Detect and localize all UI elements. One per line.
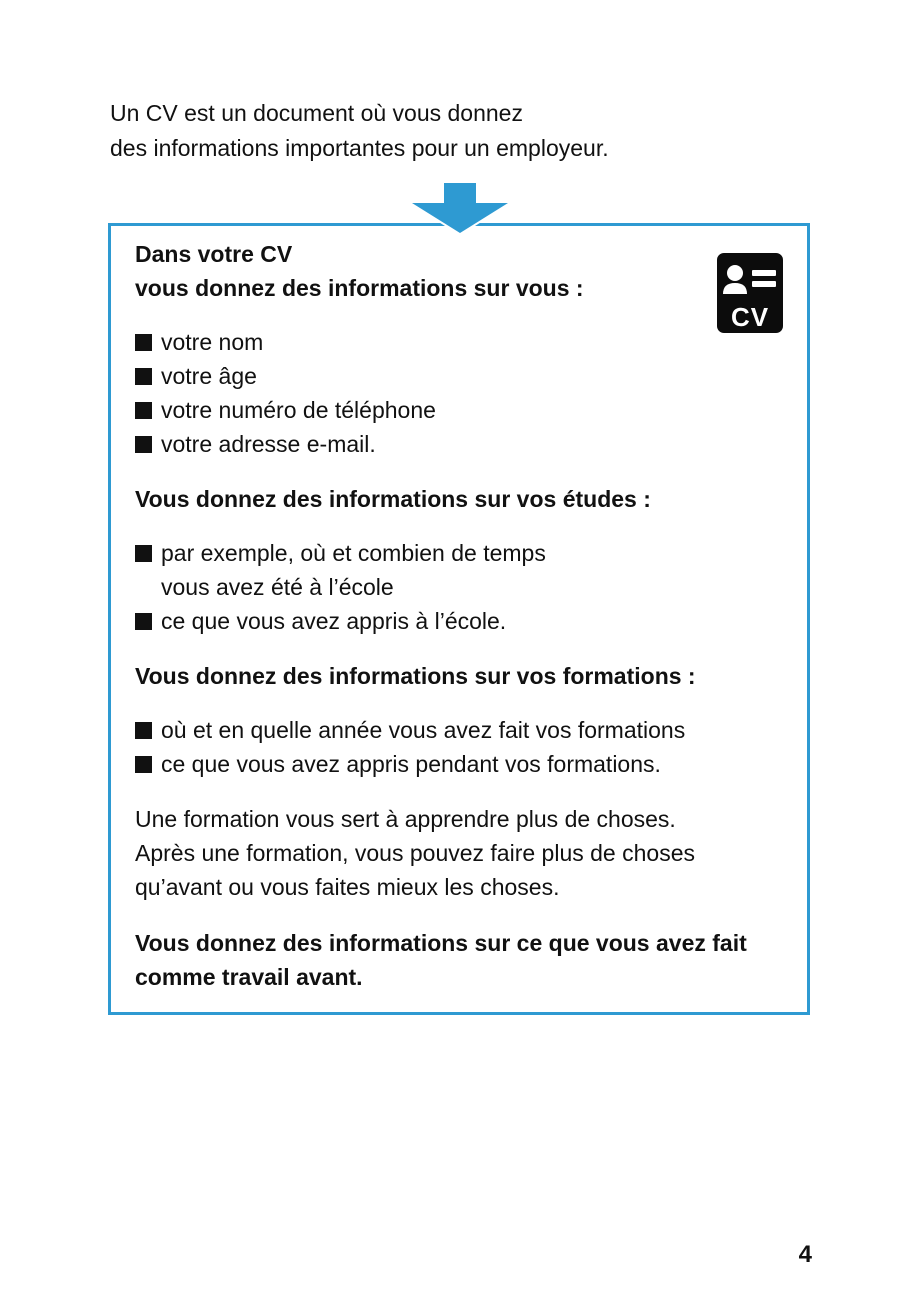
section-etudes — [135, 482, 793, 638]
bullet-list — [135, 713, 793, 781]
bullet-list — [135, 325, 793, 461]
list-item — [135, 325, 793, 359]
bullet-square-icon — [135, 436, 152, 453]
heading-line: vous donnez des informations sur vous : — [135, 275, 584, 301]
section-vous — [135, 237, 793, 461]
list-item-line: où et en quelle année vous avez fait vos formations — [161, 717, 686, 743]
list-item — [135, 536, 793, 604]
intro-line: Un CV est un document où vous donnez — [110, 100, 523, 126]
bullet-square-icon — [135, 722, 152, 739]
list-item — [135, 359, 793, 393]
list-item-line: par exemple, où et combien de temps — [161, 540, 546, 566]
down-arrow-icon — [403, 179, 517, 239]
list-item — [135, 393, 793, 427]
page-number: 4 — [798, 1241, 812, 1268]
formation-explanation-paragraph — [135, 802, 793, 904]
section-heading — [135, 237, 793, 305]
paragraph-line: comme travail avant. — [135, 964, 363, 990]
list-item-line: votre nom — [161, 329, 264, 355]
paragraph-line: Vous donnez des informations sur ce que vous avez fait — [135, 930, 747, 956]
section-formations — [135, 659, 793, 781]
person-and-lines-icon — [720, 260, 780, 302]
bullet-square-icon — [135, 334, 152, 351]
bullet-list — [135, 536, 793, 638]
list-item — [135, 604, 793, 638]
list-item-line: vous avez été à l’école — [161, 574, 394, 600]
heading-line: Vous donnez des informations sur vos formations : — [135, 663, 696, 689]
bullet-square-icon — [135, 756, 152, 773]
bullet-square-icon — [135, 402, 152, 419]
section-heading — [135, 482, 793, 516]
list-item-line: votre âge — [161, 363, 257, 389]
heading-line: Dans votre CV — [135, 241, 293, 267]
work-history-bold-paragraph — [135, 926, 793, 994]
paragraph-line: Une formation vous sert à apprendre plus de choses. — [135, 806, 676, 832]
intro-paragraph — [110, 96, 609, 166]
section-heading — [135, 659, 793, 693]
list-item-line: votre numéro de téléphone — [161, 397, 436, 423]
list-item — [135, 747, 793, 781]
paragraph-line: qu’avant ou vous faites mieux les choses. — [135, 874, 560, 900]
info-box — [108, 223, 810, 1015]
cv-badge-icon — [717, 253, 783, 333]
paragraph-line: Après une formation, vous pouvez faire plus de choses — [135, 840, 695, 866]
list-item-line: ce que vous avez appris pendant vos formations. — [161, 751, 661, 777]
cv-badge-label: CV — [730, 302, 770, 332]
bullet-square-icon — [135, 368, 152, 385]
heading-line: Vous donnez des informations sur vos études : — [135, 486, 651, 512]
list-item — [135, 713, 793, 747]
list-item-line: votre adresse e-mail. — [161, 431, 376, 457]
list-item — [135, 427, 793, 461]
list-item-line: ce que vous avez appris à l’école. — [161, 608, 507, 634]
bullet-square-icon — [135, 613, 152, 630]
intro-line: des informations importantes pour un employeur. — [110, 135, 609, 161]
bullet-square-icon — [135, 545, 152, 562]
